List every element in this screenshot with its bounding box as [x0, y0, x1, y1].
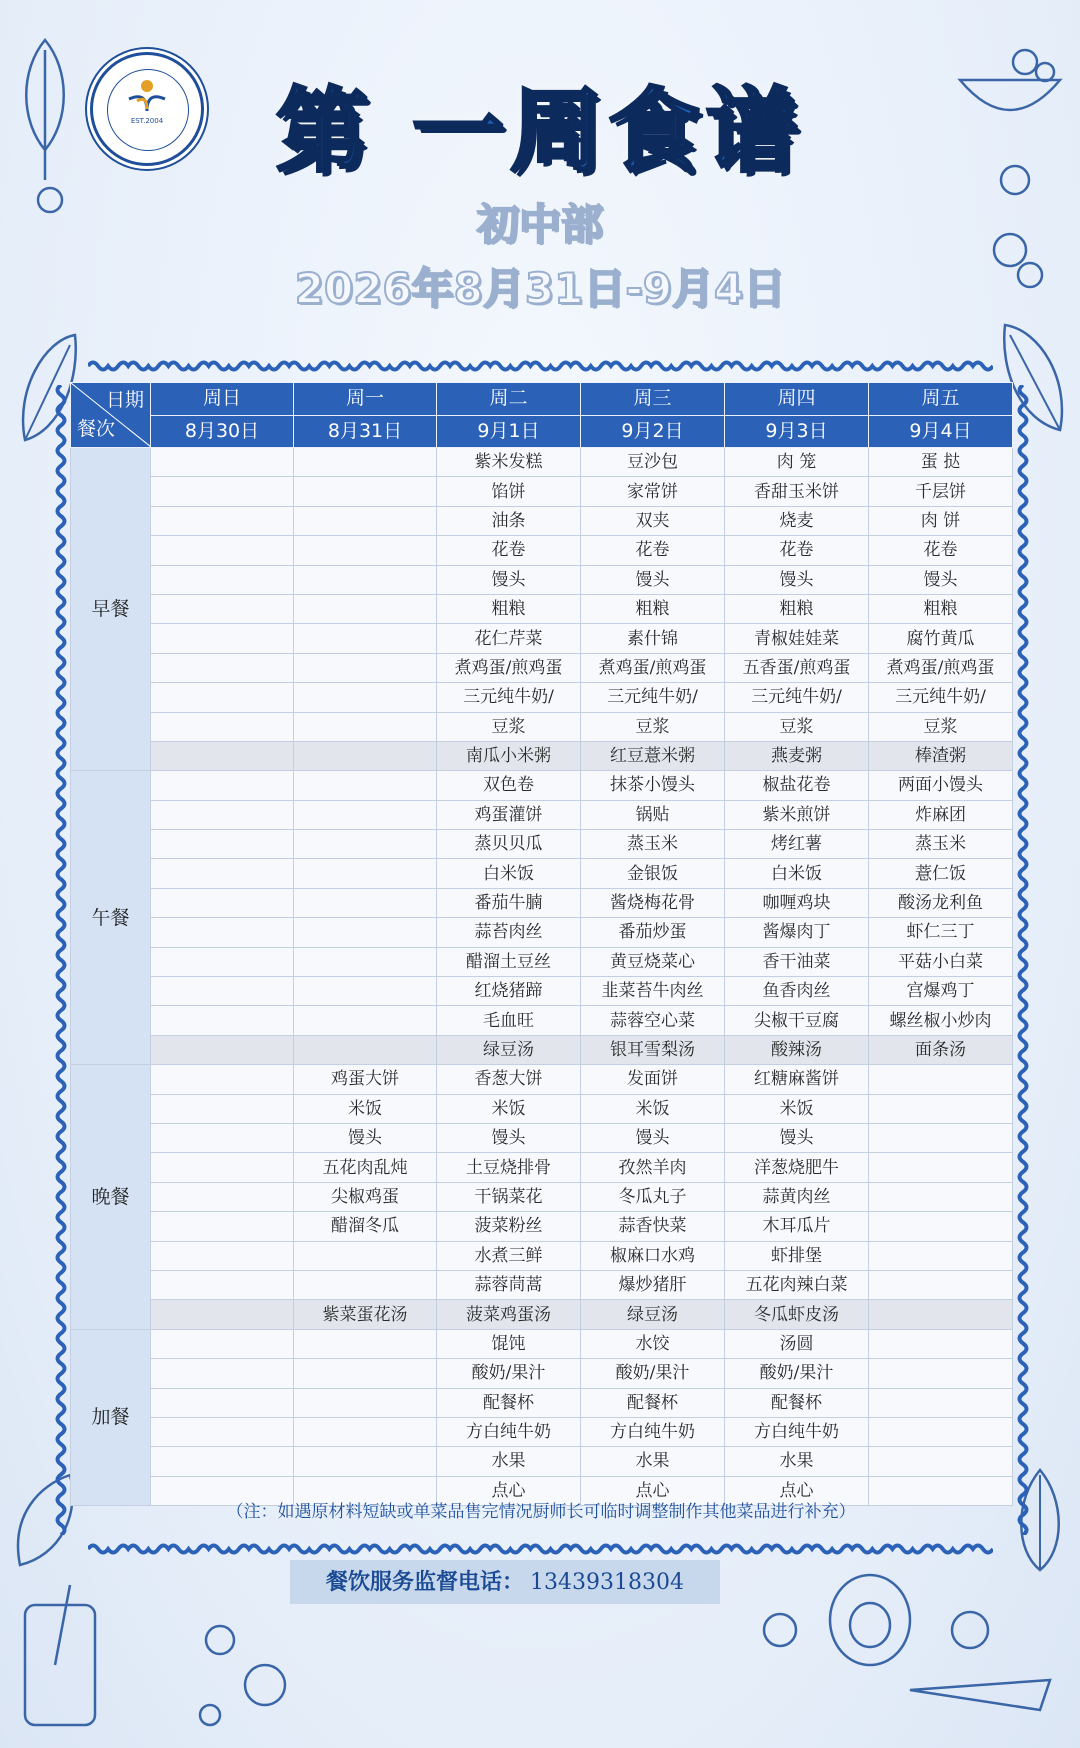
menu-cell: 烤红薯 — [725, 830, 869, 859]
table-row — [71, 1417, 1013, 1446]
menu-cell: 椒麻口水鸡 — [581, 1241, 725, 1270]
menu-cell: 蒜黄肉丝 — [725, 1182, 869, 1211]
menu-cell: 肉 笼 — [725, 448, 869, 477]
menu-cell — [294, 683, 437, 712]
menu-cell — [294, 506, 437, 535]
menu-cell: 点心 — [437, 1476, 581, 1505]
menu-cell — [151, 741, 294, 770]
menu-cell: 冬瓜丸子 — [581, 1182, 725, 1211]
menu-cell: 蒜香快菜 — [581, 1212, 725, 1241]
menu-cell: 配餐杯 — [437, 1388, 581, 1417]
table-row — [71, 977, 1013, 1006]
menu-cell: 方白纯牛奶 — [437, 1417, 581, 1446]
corner-meal-label: 餐次 — [77, 418, 116, 440]
menu-cell — [294, 1035, 437, 1064]
table-row — [71, 1241, 1013, 1270]
day-header: 周五 — [869, 383, 1013, 416]
table-row — [71, 918, 1013, 947]
menu-cell: 紫菜蛋花汤 — [294, 1300, 437, 1329]
menu-cell: 三元纯牛奶/ — [869, 683, 1013, 712]
menu-cell: 咖喱鸡块 — [725, 888, 869, 917]
menu-cell: 紫米煎饼 — [725, 800, 869, 829]
menu-cell — [294, 800, 437, 829]
page-title: 第 一周食谱 — [275, 78, 805, 185]
menu-cell: 酸奶/果汁 — [725, 1359, 869, 1388]
menu-cell: 五花肉辣白菜 — [725, 1270, 869, 1299]
menu-cell: 醋溜土豆丝 — [437, 947, 581, 976]
menu-cell — [151, 506, 294, 535]
day-header: 周三 — [581, 383, 725, 416]
menu-cell — [294, 712, 437, 741]
table-row — [71, 1006, 1013, 1035]
menu-cell: 香甜玉米饼 — [725, 477, 869, 506]
menu-cell — [294, 1329, 437, 1358]
menu-cell: 馒头 — [725, 565, 869, 594]
menu-cell — [151, 712, 294, 741]
menu-cell: 韭菜苔牛肉丝 — [581, 977, 725, 1006]
menu-cell: 白米饭 — [725, 859, 869, 888]
menu-cell: 水果 — [581, 1447, 725, 1476]
date-range: 2026年8月31日-9月4日 — [294, 264, 786, 313]
menu-cell: 水果 — [725, 1447, 869, 1476]
menu-cell — [151, 947, 294, 976]
menu-cell — [151, 1153, 294, 1182]
menu-cell — [151, 771, 294, 800]
wave-border-top — [88, 357, 993, 375]
menu-cell: 酸汤龙利鱼 — [869, 888, 1013, 917]
table-row — [71, 1123, 1013, 1152]
table-row — [71, 1035, 1013, 1064]
menu-cell: 馒头 — [725, 1123, 869, 1152]
table-row — [71, 1359, 1013, 1388]
menu-cell — [869, 1300, 1013, 1329]
table-row — [71, 741, 1013, 770]
table-row — [71, 506, 1013, 535]
menu-cell — [869, 1123, 1013, 1152]
menu-cell — [151, 1447, 294, 1476]
menu-cell: 蒜蓉空心菜 — [581, 1006, 725, 1035]
menu-cell — [151, 1035, 294, 1064]
menu-cell — [294, 653, 437, 682]
menu-cell: 绿豆汤 — [581, 1300, 725, 1329]
menu-cell — [294, 1388, 437, 1417]
menu-cell — [151, 624, 294, 653]
menu-table — [70, 382, 1013, 1506]
table-row — [71, 536, 1013, 565]
menu-cell: 点心 — [725, 1476, 869, 1505]
menu-cell: 方白纯牛奶 — [725, 1417, 869, 1446]
menu-cell — [294, 624, 437, 653]
table-row — [71, 1300, 1013, 1329]
menu-cell: 油条 — [437, 506, 581, 535]
menu-cell: 两面小馒头 — [869, 771, 1013, 800]
menu-cell: 炸麻团 — [869, 800, 1013, 829]
menu-cell — [151, 977, 294, 1006]
menu-cell: 香干油菜 — [725, 947, 869, 976]
menu-cell: 汤圆 — [725, 1329, 869, 1358]
menu-cell: 爆炒猪肝 — [581, 1270, 725, 1299]
menu-cell — [294, 594, 437, 623]
menu-cell: 棒渣粥 — [869, 741, 1013, 770]
menu-cell: 米饭 — [581, 1094, 725, 1123]
menu-cell — [869, 1329, 1013, 1358]
header-corner — [71, 383, 151, 448]
menu-cell: 白米饭 — [437, 859, 581, 888]
meal-label: 午餐 — [71, 771, 151, 1065]
menu-cell — [151, 1182, 294, 1211]
menu-cell — [294, 977, 437, 1006]
table-row — [71, 1094, 1013, 1123]
day-header: 周四 — [725, 383, 869, 416]
menu-cell: 醋溜冬瓜 — [294, 1212, 437, 1241]
footnote: （注：如遇原材料短缺或单菜品售完情况厨师长可临时调整制作其他菜品进行补充） — [226, 1502, 856, 1522]
menu-cell — [151, 1212, 294, 1241]
menu-cell: 三元纯牛奶/ — [437, 683, 581, 712]
menu-cell: 蒜苔肉丝 — [437, 918, 581, 947]
menu-cell — [151, 594, 294, 623]
menu-cell: 素什锦 — [581, 624, 725, 653]
menu-cell: 鱼香肉丝 — [725, 977, 869, 1006]
menu-cell — [151, 1359, 294, 1388]
table-row — [71, 1153, 1013, 1182]
menu-cell — [869, 1241, 1013, 1270]
menu-cell — [151, 1300, 294, 1329]
menu-cell: 土豆烧排骨 — [437, 1153, 581, 1182]
menu-cell — [151, 1094, 294, 1123]
menu-cell — [294, 830, 437, 859]
menu-cell: 菠菜鸡蛋汤 — [437, 1300, 581, 1329]
menu-cell — [294, 741, 437, 770]
menu-cell: 毛血旺 — [437, 1006, 581, 1035]
date-header: 9月2日 — [581, 415, 725, 448]
menu-cell: 酸奶/果汁 — [581, 1359, 725, 1388]
date-header: 9月3日 — [725, 415, 869, 448]
menu-cell — [869, 1212, 1013, 1241]
menu-cell: 绿豆汤 — [437, 1035, 581, 1064]
table-row — [71, 771, 1013, 800]
menu-cell — [151, 448, 294, 477]
menu-cell: 薏仁饭 — [869, 859, 1013, 888]
menu-cell: 尖椒鸡蛋 — [294, 1182, 437, 1211]
menu-cell: 三元纯牛奶/ — [581, 683, 725, 712]
menu-cell: 锅贴 — [581, 800, 725, 829]
table-row — [71, 594, 1013, 623]
menu-cell: 酸奶/果汁 — [437, 1359, 581, 1388]
menu-cell: 家常饼 — [581, 477, 725, 506]
menu-cell — [294, 1417, 437, 1446]
table-row — [71, 683, 1013, 712]
menu-cell: 豆浆 — [581, 712, 725, 741]
menu-cell — [151, 536, 294, 565]
menu-cell — [869, 1065, 1013, 1094]
menu-cell — [869, 1270, 1013, 1299]
menu-cell — [869, 1359, 1013, 1388]
table-row — [71, 859, 1013, 888]
date-header: 9月1日 — [437, 415, 581, 448]
menu-cell: 馒头 — [869, 565, 1013, 594]
menu-cell — [151, 859, 294, 888]
menu-cell: 宫爆鸡丁 — [869, 977, 1013, 1006]
department-label: 初中部 — [476, 200, 603, 249]
menu-cell: 米饭 — [437, 1094, 581, 1123]
menu-cell: 腐竹黄瓜 — [869, 624, 1013, 653]
menu-cell — [294, 536, 437, 565]
logo-est: EST.2004 — [130, 117, 164, 125]
menu-cell: 馒头 — [581, 1123, 725, 1152]
menu-cell: 水果 — [437, 1447, 581, 1476]
menu-cell: 煮鸡蛋/煎鸡蛋 — [437, 653, 581, 682]
menu-cell: 青椒娃娃菜 — [725, 624, 869, 653]
meal-label: 早餐 — [71, 448, 151, 771]
meal-label: 加餐 — [71, 1329, 151, 1505]
menu-cell: 冬瓜虾皮汤 — [725, 1300, 869, 1329]
menu-cell: 方白纯牛奶 — [581, 1417, 725, 1446]
menu-cell: 馅饼 — [437, 477, 581, 506]
table-row — [71, 830, 1013, 859]
menu-cell: 肉 饼 — [869, 506, 1013, 535]
menu-cell: 紫米发糕 — [437, 448, 581, 477]
table-row — [71, 653, 1013, 682]
menu-cell: 红糖麻酱饼 — [725, 1065, 869, 1094]
menu-cell: 双色卷 — [437, 771, 581, 800]
menu-cell — [151, 1241, 294, 1270]
menu-cell: 煮鸡蛋/煎鸡蛋 — [581, 653, 725, 682]
menu-cell: 木耳瓜片 — [725, 1212, 869, 1241]
menu-cell: 南瓜小米粥 — [437, 741, 581, 770]
menu-cell — [869, 1388, 1013, 1417]
menu-cell: 红烧猪蹄 — [437, 977, 581, 1006]
menu-cell — [151, 1270, 294, 1299]
menu-cell: 酱爆肉丁 — [725, 918, 869, 947]
menu-cell: 馒头 — [581, 565, 725, 594]
menu-cell: 蒸贝贝瓜 — [437, 830, 581, 859]
menu-cell: 蒸玉米 — [869, 830, 1013, 859]
menu-cell — [151, 1329, 294, 1358]
menu-cell: 豆浆 — [725, 712, 869, 741]
table-row — [71, 1212, 1013, 1241]
menu-cell: 干锅菜花 — [437, 1182, 581, 1211]
menu-cell — [151, 653, 294, 682]
menu-cell: 红豆薏米粥 — [581, 741, 725, 770]
menu-cell: 配餐杯 — [581, 1388, 725, 1417]
lemon-doodle-icon — [180, 1600, 300, 1740]
menu-cell: 煮鸡蛋/煎鸡蛋 — [869, 653, 1013, 682]
menu-cell: 粗粮 — [581, 594, 725, 623]
menu-cell — [294, 918, 437, 947]
menu-cell — [151, 1065, 294, 1094]
menu-cell — [294, 1359, 437, 1388]
table-row — [71, 1447, 1013, 1476]
table-row — [71, 1329, 1013, 1358]
menu-cell — [869, 1153, 1013, 1182]
menu-cell: 花卷 — [725, 536, 869, 565]
menu-cell — [294, 859, 437, 888]
menu-cell: 黄豆烧菜心 — [581, 947, 725, 976]
menu-cell: 香葱大饼 — [437, 1065, 581, 1094]
menu-cell: 蒜蓉茼蒿 — [437, 1270, 581, 1299]
menu-cell: 虾仁三丁 — [869, 918, 1013, 947]
wave-border-right — [1014, 385, 1032, 1535]
menu-cell: 花卷 — [869, 536, 1013, 565]
menu-cell — [294, 947, 437, 976]
table-row — [71, 565, 1013, 594]
menu-cell — [869, 1447, 1013, 1476]
menu-cell — [151, 888, 294, 917]
table-row — [71, 1388, 1013, 1417]
menu-cell — [151, 477, 294, 506]
menu-cell — [294, 771, 437, 800]
menu-cell: 豆浆 — [437, 712, 581, 741]
menu-cell: 鸡蛋大饼 — [294, 1065, 437, 1094]
table-row — [71, 624, 1013, 653]
menu-cell — [294, 477, 437, 506]
menu-cell: 孜然羊肉 — [581, 1153, 725, 1182]
menu-cell — [294, 448, 437, 477]
table-row — [71, 1065, 1013, 1094]
menu-cell: 金银饭 — [581, 859, 725, 888]
menu-cell: 配餐杯 — [725, 1388, 869, 1417]
table-row — [71, 712, 1013, 741]
menu-cell: 尖椒干豆腐 — [725, 1006, 869, 1035]
menu-cell: 米饭 — [294, 1094, 437, 1123]
menu-cell: 千层饼 — [869, 477, 1013, 506]
menu-cell — [869, 1182, 1013, 1211]
menu-cell: 番茄牛腩 — [437, 888, 581, 917]
day-header: 周日 — [151, 383, 294, 416]
menu-cell — [869, 1094, 1013, 1123]
menu-cell — [151, 800, 294, 829]
menu-cell — [294, 1241, 437, 1270]
menu-cell: 虾排堡 — [725, 1241, 869, 1270]
menu-cell: 鸡蛋灌饼 — [437, 800, 581, 829]
day-header: 周二 — [437, 383, 581, 416]
day-header: 周一 — [294, 383, 437, 416]
menu-cell: 椒盐花卷 — [725, 771, 869, 800]
meal-label: 晚餐 — [71, 1065, 151, 1330]
menu-cell: 馒头 — [294, 1123, 437, 1152]
table-row — [71, 477, 1013, 506]
menu-cell — [151, 918, 294, 947]
menu-cell: 粗粮 — [725, 594, 869, 623]
phone-number: 13439318304 — [530, 1570, 684, 1595]
menu-cell: 水饺 — [581, 1329, 725, 1358]
wave-border-bottom — [88, 1540, 993, 1558]
table-row — [71, 1270, 1013, 1299]
menu-cell — [294, 1447, 437, 1476]
menu-cell: 馒头 — [437, 565, 581, 594]
menu-cell: 五花肉乱炖 — [294, 1153, 437, 1182]
menu-cell — [151, 1417, 294, 1446]
menu-cell — [151, 683, 294, 712]
phone-label: 餐饮服务监督电话： — [326, 1569, 525, 1595]
menu-cell: 米饭 — [725, 1094, 869, 1123]
menu-cell: 馄饨 — [437, 1329, 581, 1358]
menu-cell: 酱烧梅花骨 — [581, 888, 725, 917]
menu-cell: 花仁芹菜 — [437, 624, 581, 653]
menu-cell — [294, 1006, 437, 1035]
menu-cell — [869, 1417, 1013, 1446]
menu-cell: 三元纯牛奶/ — [725, 683, 869, 712]
menu-cell — [294, 565, 437, 594]
menu-cell: 平菇小白菜 — [869, 947, 1013, 976]
menu-cell: 菠菜粉丝 — [437, 1212, 581, 1241]
menu-cell: 番茄炒蛋 — [581, 918, 725, 947]
menu-cell: 酸辣汤 — [725, 1035, 869, 1064]
menu-cell: 发面饼 — [581, 1065, 725, 1094]
menu-cell: 豆沙包 — [581, 448, 725, 477]
menu-cell: 水煮三鲜 — [437, 1241, 581, 1270]
phone-banner — [290, 1560, 720, 1604]
corner-date-label: 日期 — [105, 389, 144, 411]
menu-cell — [151, 1006, 294, 1035]
menu-cell: 蒸玉米 — [581, 830, 725, 859]
menu-cell: 双夹 — [581, 506, 725, 535]
menu-cell — [294, 1270, 437, 1299]
menu-cell: 蛋 挞 — [869, 448, 1013, 477]
menu-cell: 燕麦粥 — [725, 741, 869, 770]
table-row — [71, 800, 1013, 829]
menu-cell — [151, 1388, 294, 1417]
menu-cell — [151, 1123, 294, 1152]
menu-cell: 花卷 — [437, 536, 581, 565]
date-header: 8月31日 — [294, 415, 437, 448]
avocado-carrot-doodle-icon — [740, 1570, 1070, 1740]
menu-cell: 洋葱烧肥牛 — [725, 1153, 869, 1182]
menu-cell: 粗粮 — [437, 594, 581, 623]
menu-cell: 螺丝椒小炒肉 — [869, 1006, 1013, 1035]
menu-cell: 点心 — [581, 1476, 725, 1505]
wave-border-left — [52, 385, 70, 1535]
table-row — [71, 888, 1013, 917]
table-row — [71, 1182, 1013, 1211]
date-header: 8月30日 — [151, 415, 294, 448]
menu-cell — [294, 888, 437, 917]
menu-cell: 花卷 — [581, 536, 725, 565]
menu-cell: 豆浆 — [869, 712, 1013, 741]
menu-cell — [151, 565, 294, 594]
table-row — [71, 947, 1013, 976]
menu-cell: 馒头 — [437, 1123, 581, 1152]
menu-cell: 五香蛋/煎鸡蛋 — [725, 653, 869, 682]
menu-cell: 抹茶小馒头 — [581, 771, 725, 800]
menu-cell: 粗粮 — [869, 594, 1013, 623]
menu-cell: 银耳雪梨汤 — [581, 1035, 725, 1064]
date-header: 9月4日 — [869, 415, 1013, 448]
table-row — [71, 448, 1013, 477]
menu-cell: 烧麦 — [725, 506, 869, 535]
menu-cell — [151, 830, 294, 859]
menu-cell: 面条汤 — [869, 1035, 1013, 1064]
